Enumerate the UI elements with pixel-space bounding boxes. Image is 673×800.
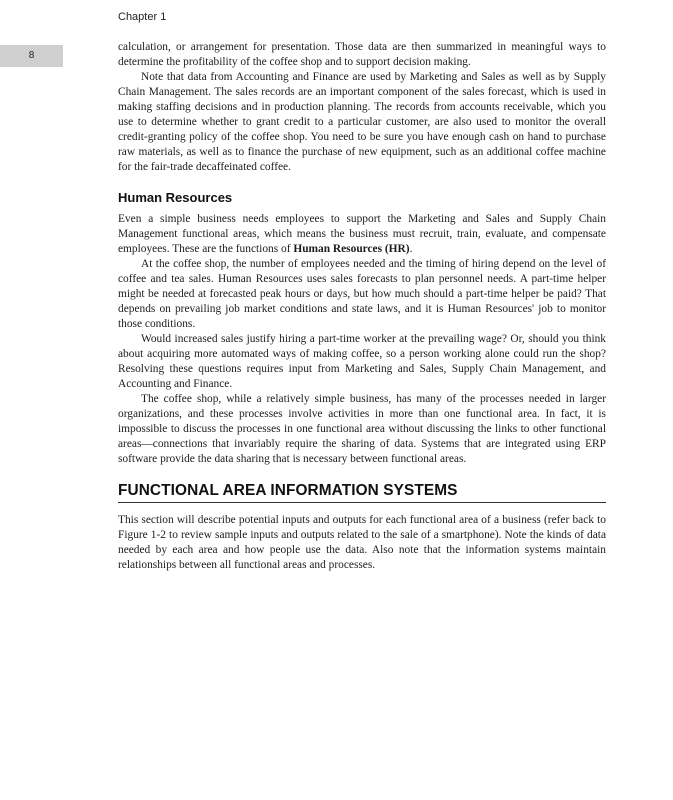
hr-paragraph-3: Would increased sales justify hiring a part-time worker at the prevailing wage? Or, should you think about acquiring more automated ways of making coffee, so a person working alone could run the shop? Resolving these questions requires input from Marketing and Sales, Supply Chain Management, and Accounting and Finance. (118, 333, 606, 390)
page-number: 8 (0, 45, 63, 67)
section-heading-functional-area-information-systems: FUNCTIONAL AREA INFORMATION SYSTEMS (118, 482, 606, 503)
hr-paragraph-1-end: . (409, 243, 413, 255)
hr-paragraph-4: The coffee shop, while a relatively simple business, has many of the processes needed in larger organizations, and these processes involve activities in more than one functional area. In fact, it is impossible to discuss the processes in one functional area without discussing the links to other functional areas—connections that invariably require the sharing of data. Systems that are integrated using ERP software provide the data sharing that is necessary between functional areas. (118, 393, 606, 465)
hr-paragraph-1-text: Even a simple business needs employees to support the Marketing and Sales and Supply Chain Management functional areas, which means the business must recruit, train, evaluate, and compensate employees. These are the functions of (118, 213, 606, 255)
fais-paragraph-1: This section will describe potential inputs and outputs for each functional area of a business (refer back to Figure 1-2 to review sample inputs and outputs related to the sale of a smartphone). Note the kinds of data needed by each area and how people use the data. Also note that the information systems maintain relationships between all functional areas and processes. (118, 514, 606, 571)
hr-paragraph-2: At the coffee shop, the number of employees needed and the timing of hiring depend on the level of coffee and tea sales. Human Resources uses sales forecasts to plan personnel needs. A part-time helper might be needed at forecasted peak hours or days, but how much should a part-time helper be paid? That depends on prevailing job market conditions and state laws, and it is Human Resources' job to monitor those conditions. (118, 258, 606, 330)
body-paragraph-1: calculation, or arrangement for presentation. Those data are then summarized in meaningful ways to determine the profitability of the coffee shop and to support decision making. (118, 41, 606, 68)
running-head: Chapter 1 (118, 11, 167, 23)
section-heading-human-resources: Human Resources (118, 190, 233, 205)
body-paragraph-2: Note that data from Accounting and Finance are used by Marketing and Sales as well as by Supply Chain Management. The sales records are an important component of the sales forecast, which is used in making staffing decisions and in production planning. The records from accounts receivable, which you use to determine whether to grant credit to a particular customer, are also used to monitor the overall credit-granting policy of the coffee shop. You need to be sure you have enough cash on hand to purchase raw materials, as well as to finance the purchase of new equipment, such as an additional coffee machine for the fair-trade decaffeinated coffee. (118, 71, 606, 173)
hr-paragraph-1 (118, 212, 606, 257)
key-term-hr: Human Resources (HR) (293, 243, 410, 255)
page-body (118, 40, 606, 573)
